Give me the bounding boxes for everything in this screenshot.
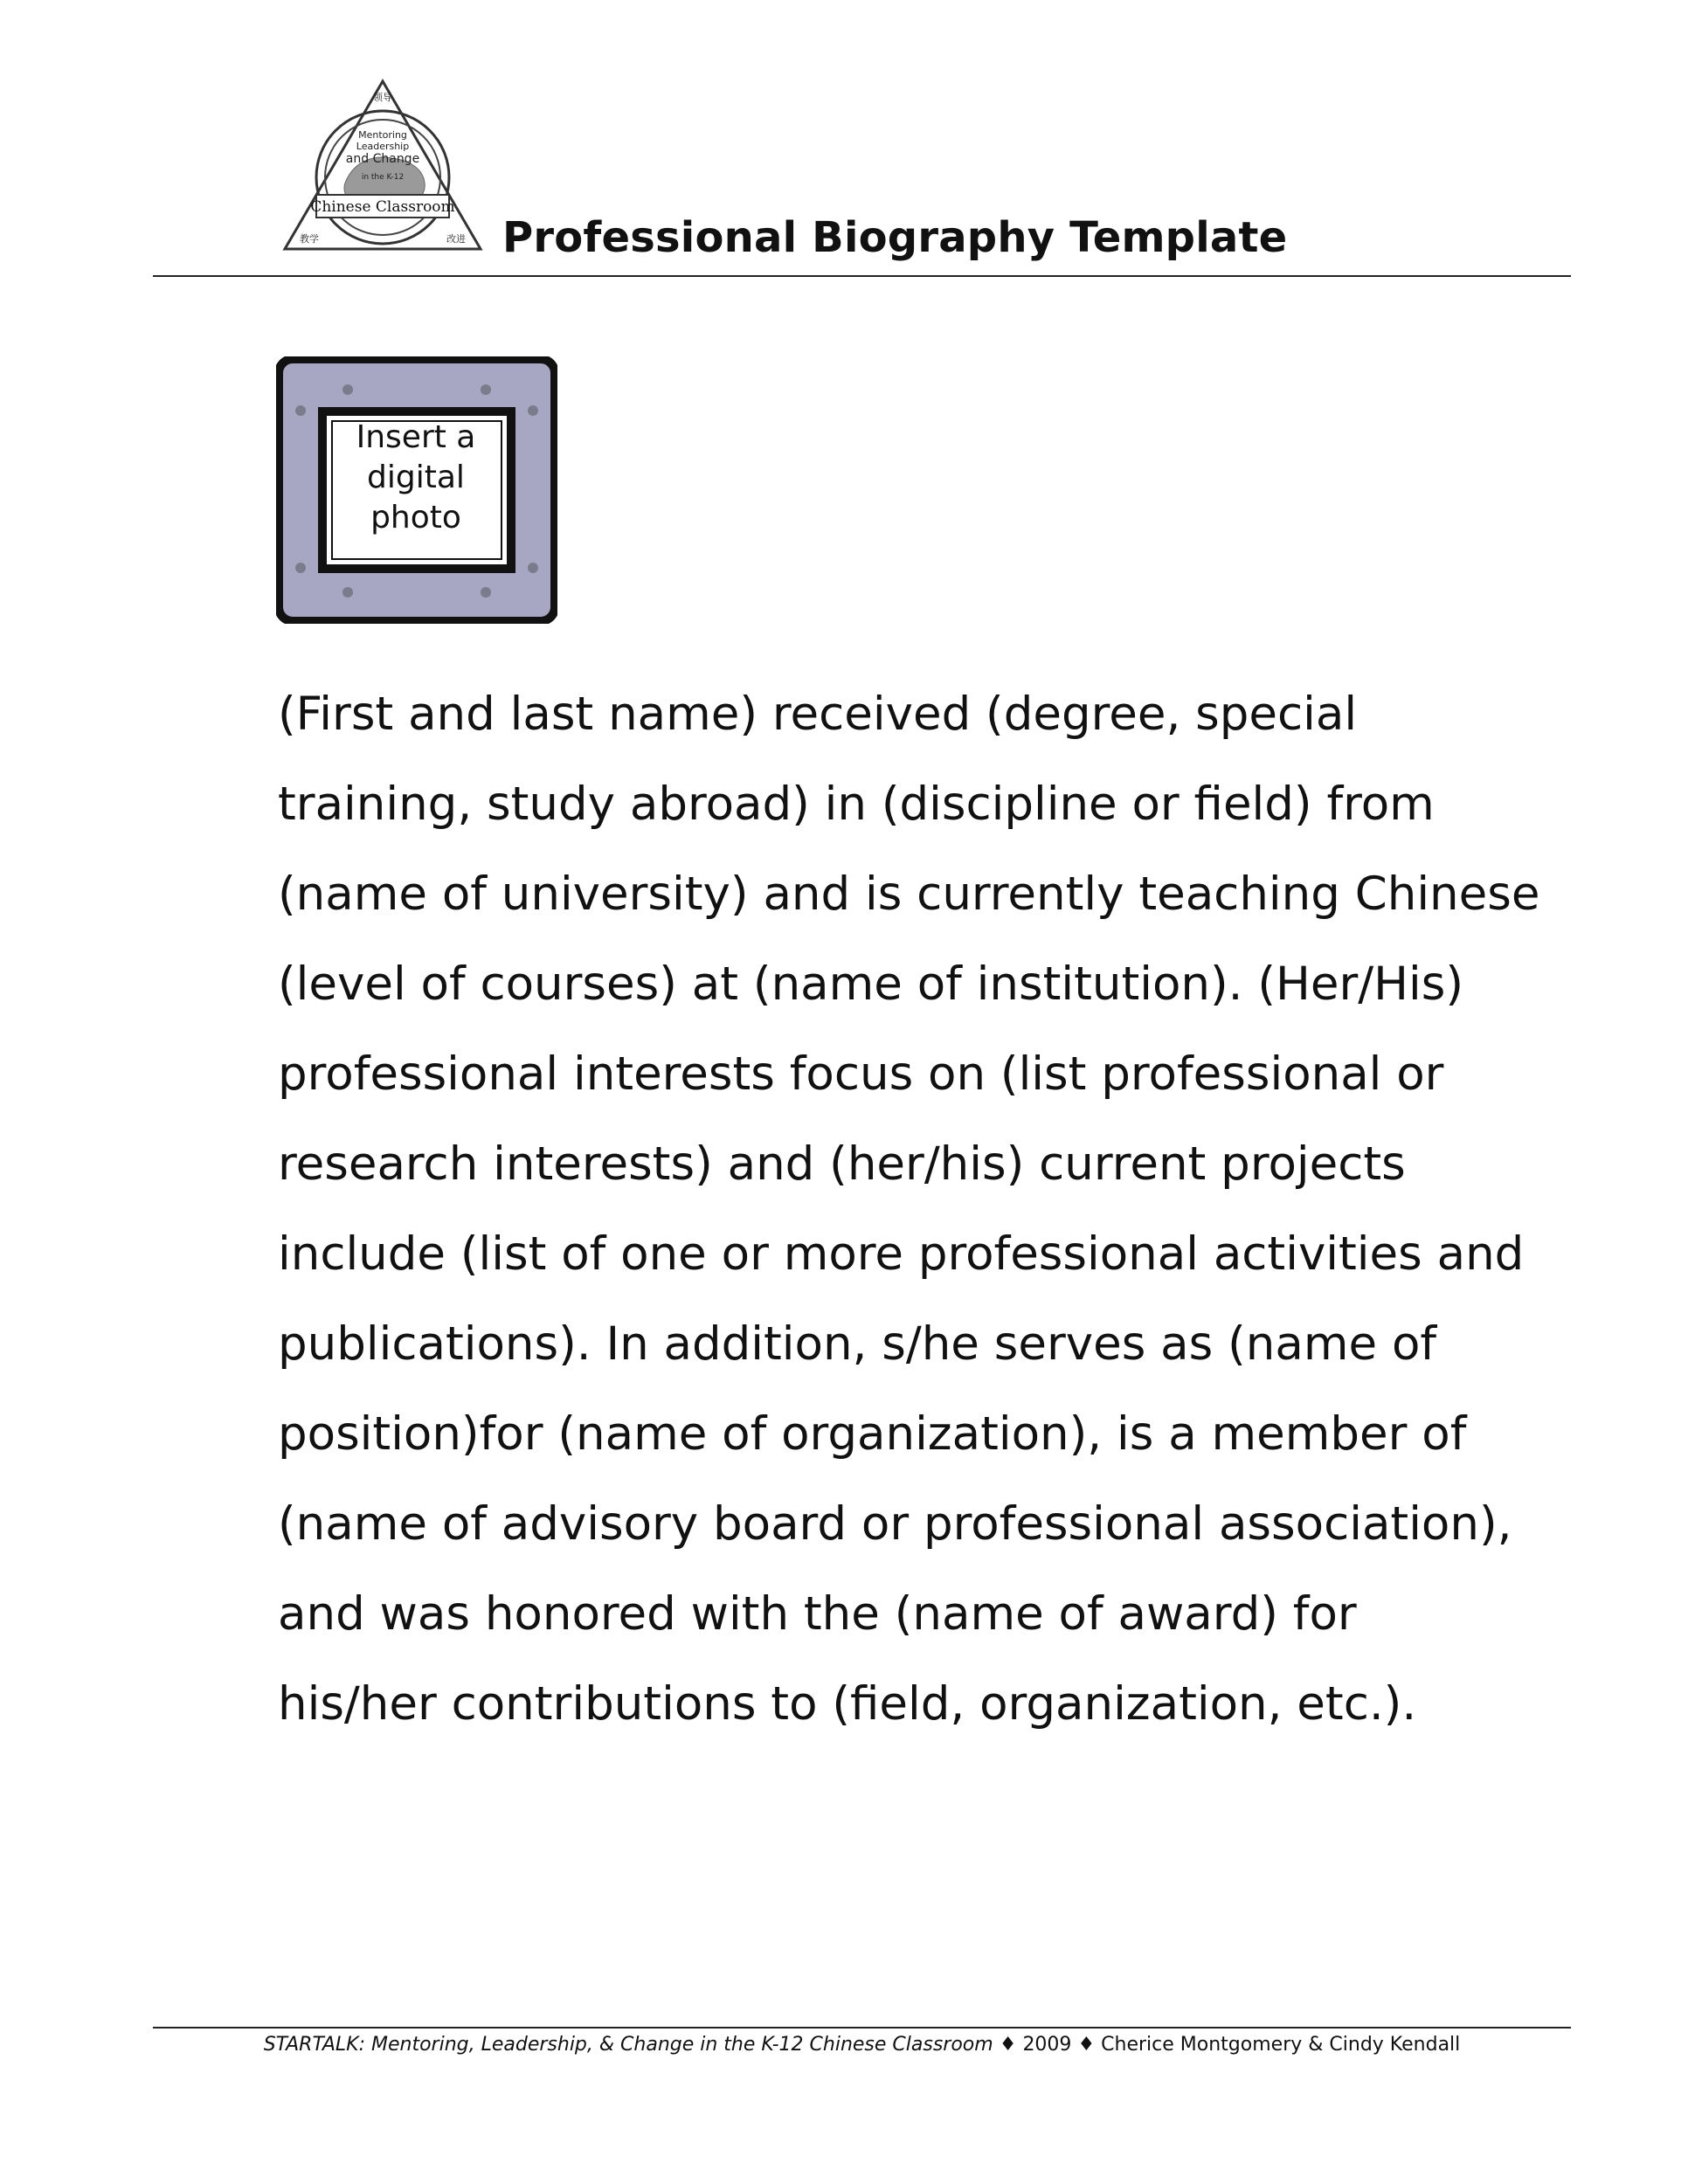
footer (153, 2034, 1571, 2056)
bio-line: professional interests focus on (list professional or (278, 1047, 1444, 1101)
logo-cjk-right: 改进 (446, 233, 466, 245)
bio-line: include (list of one or more professional activities and (278, 1227, 1525, 1281)
footer-separator: ♦ (999, 2034, 1017, 2056)
bio-line: research interests) and (her/his) current projects (278, 1137, 1406, 1191)
photo-text-line: photo (370, 500, 461, 536)
photo-text-line: Insert a (356, 419, 476, 455)
logo-cjk-left: 教学 (300, 233, 319, 245)
logo-line-3: and Change (345, 152, 420, 166)
photo-text-line: digital (367, 460, 465, 495)
bio-line: and was honored with the (name of award) for (278, 1587, 1357, 1641)
logo-line-1: Mentoring (358, 129, 407, 141)
page-title: Professional Biography Template (502, 213, 1288, 262)
photo-placeholder-text (322, 418, 510, 538)
bio-line: publications). In addition, s/he serves as (name of (278, 1317, 1437, 1371)
footer-year: 2009 (1022, 2034, 1072, 2056)
bio-line: (name of university) and is currently teaching Chinese (278, 867, 1540, 921)
header-divider (153, 275, 1571, 277)
bio-line: training, study abroad) in (discipline or field) from (278, 778, 1435, 831)
footer-divider (153, 2027, 1571, 2028)
biography-paragraph (278, 688, 1588, 1768)
logo-line-2: Leadership (356, 141, 410, 152)
mentoring-triangle-logo-icon (278, 74, 488, 258)
bio-line: his/her contributions to (field, organization, etc.). (278, 1677, 1417, 1731)
logo-line-5: Chinese Classroom (310, 198, 455, 216)
footer-separator: ♦ (1077, 2034, 1096, 2056)
footer-title: STARTALK: Mentoring, Leadership, & Change in the K-12 Chinese Classroom (263, 2034, 993, 2056)
bio-line: (name of advisory board or professional association), (278, 1497, 1512, 1551)
footer-authors: Cherice Montgomery & Cindy Kendall (1101, 2034, 1461, 2056)
bio-line: (First and last name) received (degree, special (278, 688, 1358, 741)
logo-line-4: in the K-12 (361, 173, 405, 182)
bio-line: (level of courses) at (name of institution). (Her/His) (278, 957, 1464, 1011)
logo-cjk-top: 领导 (373, 92, 392, 103)
bio-line: position)for (name of organization), is a member of (278, 1407, 1467, 1461)
